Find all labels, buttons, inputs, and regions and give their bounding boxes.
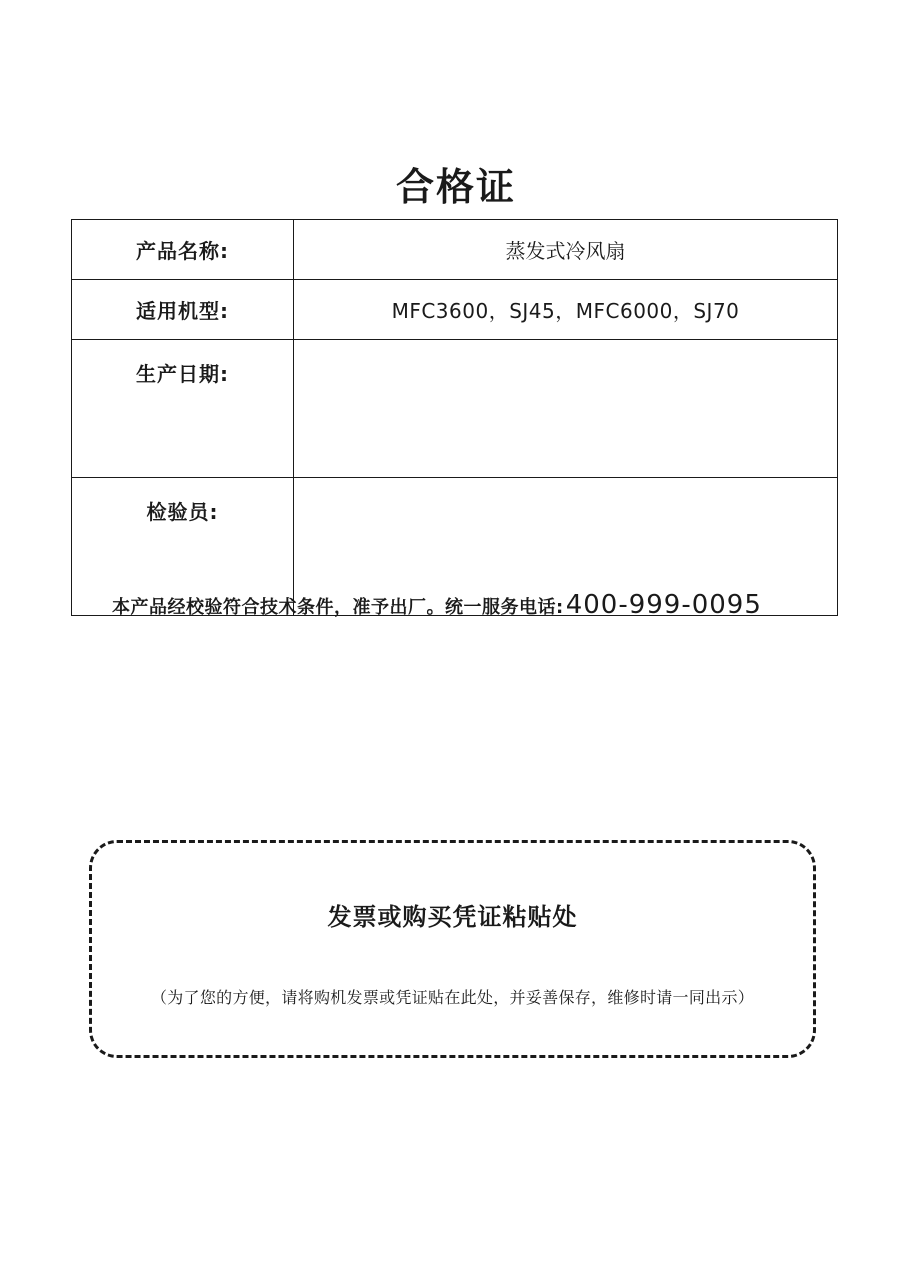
model-value: MFC3600，SJ45，MFC6000，SJ70 [294, 280, 838, 340]
certificate-table [71, 219, 838, 616]
product-name-label: 产品名称: [72, 220, 294, 280]
certificate-title: 合格证 [395, 165, 516, 209]
receipt-box-title: 发票或购买凭证粘贴处 [327, 903, 578, 931]
table-row-model [72, 280, 838, 340]
table-row-product-name [72, 220, 838, 280]
footer-statement-line [112, 590, 838, 620]
receipt-attach-area [89, 840, 816, 1058]
receipt-box-note: （为了您的方便，请将购机发票或凭证贴在此处，并妥善保存，维修时请一同出示） [150, 988, 755, 1007]
product-name-value: 蒸发式冷风扇 [294, 220, 838, 280]
inspector-label: 检验员: [72, 478, 294, 616]
production-date-label: 生产日期: [72, 340, 294, 478]
model-label: 适用机型: [72, 280, 294, 340]
production-date-value [294, 340, 838, 478]
service-phone: 400-999-0095 [565, 590, 762, 620]
footer-statement: 本产品经校验符合技术条件，准予出厂。统一服务电话: [112, 597, 564, 618]
table-row-production-date [72, 340, 838, 478]
